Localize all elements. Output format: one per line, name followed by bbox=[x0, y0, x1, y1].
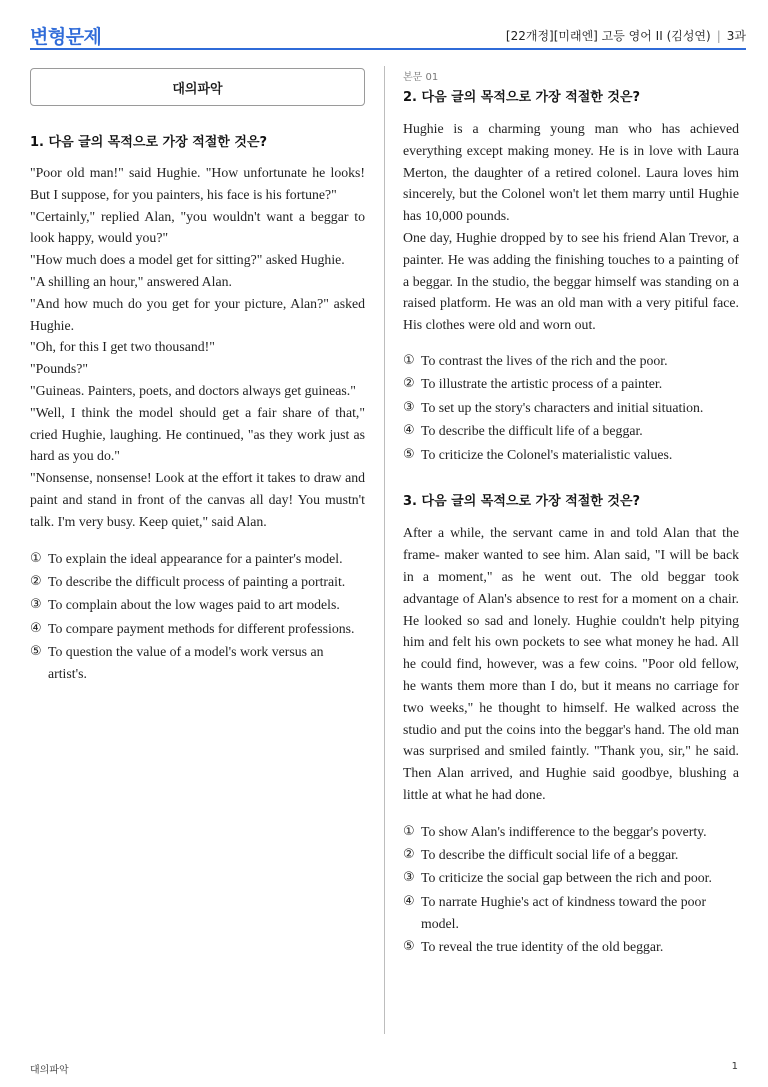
choice-text: To criticize the Colonel's materialistic values. bbox=[421, 446, 673, 462]
choice-text: To narrate Hughie's act of kindness toward the poor model. bbox=[421, 893, 707, 931]
choice-number: ⑤ bbox=[30, 644, 42, 660]
choice-item[interactable] bbox=[30, 571, 365, 593]
question-3-passage bbox=[403, 522, 739, 805]
section-title-box bbox=[30, 68, 365, 106]
choice-number: ① bbox=[403, 352, 415, 368]
choice-number: ④ bbox=[403, 423, 415, 439]
choice-number: ② bbox=[403, 376, 415, 392]
choice-number: ② bbox=[30, 573, 42, 589]
choice-item[interactable] bbox=[403, 891, 739, 935]
choice-text: To illustrate the artistic process of a painter. bbox=[421, 376, 663, 392]
choice-item[interactable] bbox=[30, 548, 365, 570]
passage-paragraph: "Pounds?" bbox=[30, 361, 89, 377]
choice-text: To complain about the low wages paid to art models. bbox=[48, 597, 340, 613]
choice-text: To criticize the social gap between the rich and poor. bbox=[421, 870, 712, 886]
choice-text: To explain the ideal appearance for a painter's model. bbox=[48, 550, 343, 566]
footer-section-label: 대의파악 bbox=[30, 1065, 69, 1076]
question-3-choices bbox=[403, 821, 739, 958]
right-column bbox=[403, 68, 739, 959]
choice-text: To describe the difficult social life of a beggar. bbox=[421, 847, 679, 863]
page-number: 1 bbox=[731, 1061, 738, 1072]
choice-text: To compare payment methods for different professions. bbox=[48, 620, 355, 636]
choice-number: ② bbox=[403, 847, 415, 863]
choice-item[interactable] bbox=[403, 420, 739, 442]
choice-item[interactable] bbox=[403, 936, 739, 958]
question-1-passage bbox=[30, 162, 365, 533]
lesson-label: 3과 bbox=[726, 29, 746, 43]
choice-number: ① bbox=[30, 550, 42, 566]
brand-title: 변형문제 bbox=[30, 26, 102, 48]
choice-item[interactable] bbox=[403, 397, 739, 419]
choice-item[interactable] bbox=[403, 821, 739, 843]
left-column bbox=[30, 68, 365, 686]
question-1-title: 1. 다음 글의 목적으로 가장 적절한 것은? bbox=[30, 135, 268, 150]
choice-number: ⑤ bbox=[403, 446, 415, 462]
choice-item[interactable] bbox=[403, 350, 739, 372]
choice-number: ③ bbox=[403, 399, 415, 415]
column-divider bbox=[384, 66, 385, 1034]
choice-text: To contrast the lives of the rich and the poor. bbox=[421, 352, 668, 368]
choice-item[interactable] bbox=[30, 618, 365, 640]
choice-item[interactable] bbox=[403, 444, 739, 466]
choice-text: To show Alan's indifference to the beggar's poverty. bbox=[421, 823, 707, 839]
choice-text: To describe the difficult life of a beggar. bbox=[421, 423, 643, 439]
passage-paragraph: "Guineas. Painters, poets, and doctors always get guineas." bbox=[30, 382, 356, 398]
choice-number: ③ bbox=[403, 870, 415, 886]
choice-number: ① bbox=[403, 823, 415, 839]
book-info bbox=[506, 27, 746, 44]
section-title: 대의파악 bbox=[172, 81, 223, 97]
passage-paragraph: "How much does a model get for sitting?" asked Hughie. bbox=[30, 252, 345, 268]
choice-text: To reveal the true identity of the old beggar. bbox=[421, 939, 664, 955]
passage-paragraph: After a while, the servant came in and told Alan that the frame- maker wanted to see him. Alan said, "I will be back in a moment," as he went out. The old beggar took advantage of Alan's absence to rest for a moment on a chair. He looked so sad and lonely. Hughie couldn't help pitying him and felt his own pockets to see what money he had. All he could find, however, was a few coins. "Poor old fellow, he wants them more than I do, but it means no carriage for two weeks," he thought to himself. He walked across the studio and put the coins into the beggar's hand. The old man was surprised and smiled faintly. "Thank you, sir," he said. Then Alan arrived, and Hughie said goodbye, blushing a little at what he had done. bbox=[403, 525, 739, 802]
choice-text: To question the value of a model's work versus an artist's. bbox=[48, 644, 324, 681]
choice-item[interactable] bbox=[30, 641, 365, 685]
question-2-passage bbox=[403, 118, 739, 336]
header-separator: | bbox=[716, 29, 721, 43]
choice-item[interactable] bbox=[403, 844, 739, 866]
passage-paragraph: "Certainly," replied Alan, "you wouldn't want a beggar to look happy, would you?" bbox=[30, 208, 365, 246]
question-3-title: 3. 다음 글의 목적으로 가장 적절한 것은? bbox=[403, 494, 641, 510]
passage-paragraph: "Poor old man!" said Hughie. "How unfortunate he looks! But I suppose, for you painters, his face is his fortune?" bbox=[30, 165, 365, 202]
passage-paragraph: "And how much do you get for your picture, Alan?" asked Hughie. bbox=[30, 295, 365, 333]
passage-paragraph: "A shilling an hour," answered Alan. bbox=[30, 273, 232, 289]
choice-number: ③ bbox=[30, 597, 42, 613]
choice-item[interactable] bbox=[30, 594, 365, 616]
passage-paragraph: "Nonsense, nonsense! Look at the effort it takes to draw and paint and stand in front of the canvas all day! You mustn't talk. I'm very busy. Keep quiet," said Alan. bbox=[30, 470, 365, 529]
passage-paragraph: One day, Hughie dropped by to see his friend Alan Trevor, a painter. He was adding the finishing touches to a painting of a beggar. In the studio, the beggar himself was standing on a raised platform. He was an old man with a very pitiful face. His clothes were old and worn out. bbox=[403, 229, 739, 333]
choice-number: ④ bbox=[30, 620, 42, 636]
choice-text: To set up the story's characters and initial situation. bbox=[421, 399, 704, 415]
question-2-choices bbox=[403, 350, 739, 465]
question-1-choices bbox=[30, 548, 365, 685]
passage-paragraph: "Oh, for this I get two thousand!" bbox=[30, 339, 215, 355]
passage-paragraph: "Well, I think the model should get a fair share of that," cried Hughie, laughing. He continued, "as they work just as hard as you do." bbox=[30, 404, 365, 464]
passage-label: 본문 01 bbox=[403, 72, 439, 83]
choice-number: ⑤ bbox=[403, 939, 415, 955]
choice-item[interactable] bbox=[403, 373, 739, 395]
choice-item[interactable] bbox=[403, 867, 739, 889]
passage-paragraph: Hughie is a charming young man who has achieved everything except making money. He is in love with Laura Merton, the daughter of a retired colonel. Laura loves him sincerely, but the Colonel won't let them marry until Hughie has 10,000 pounds. bbox=[403, 121, 739, 224]
question-2-title: 2. 다음 글의 목적으로 가장 적절한 것은? bbox=[403, 90, 641, 105]
choice-number: ④ bbox=[403, 893, 415, 909]
book-title: [22개정][미래엔] 고등 영어 II (김성연) bbox=[505, 29, 711, 43]
choice-text: To describe the difficult process of painting a portrait. bbox=[48, 573, 346, 589]
page-header bbox=[30, 22, 746, 50]
